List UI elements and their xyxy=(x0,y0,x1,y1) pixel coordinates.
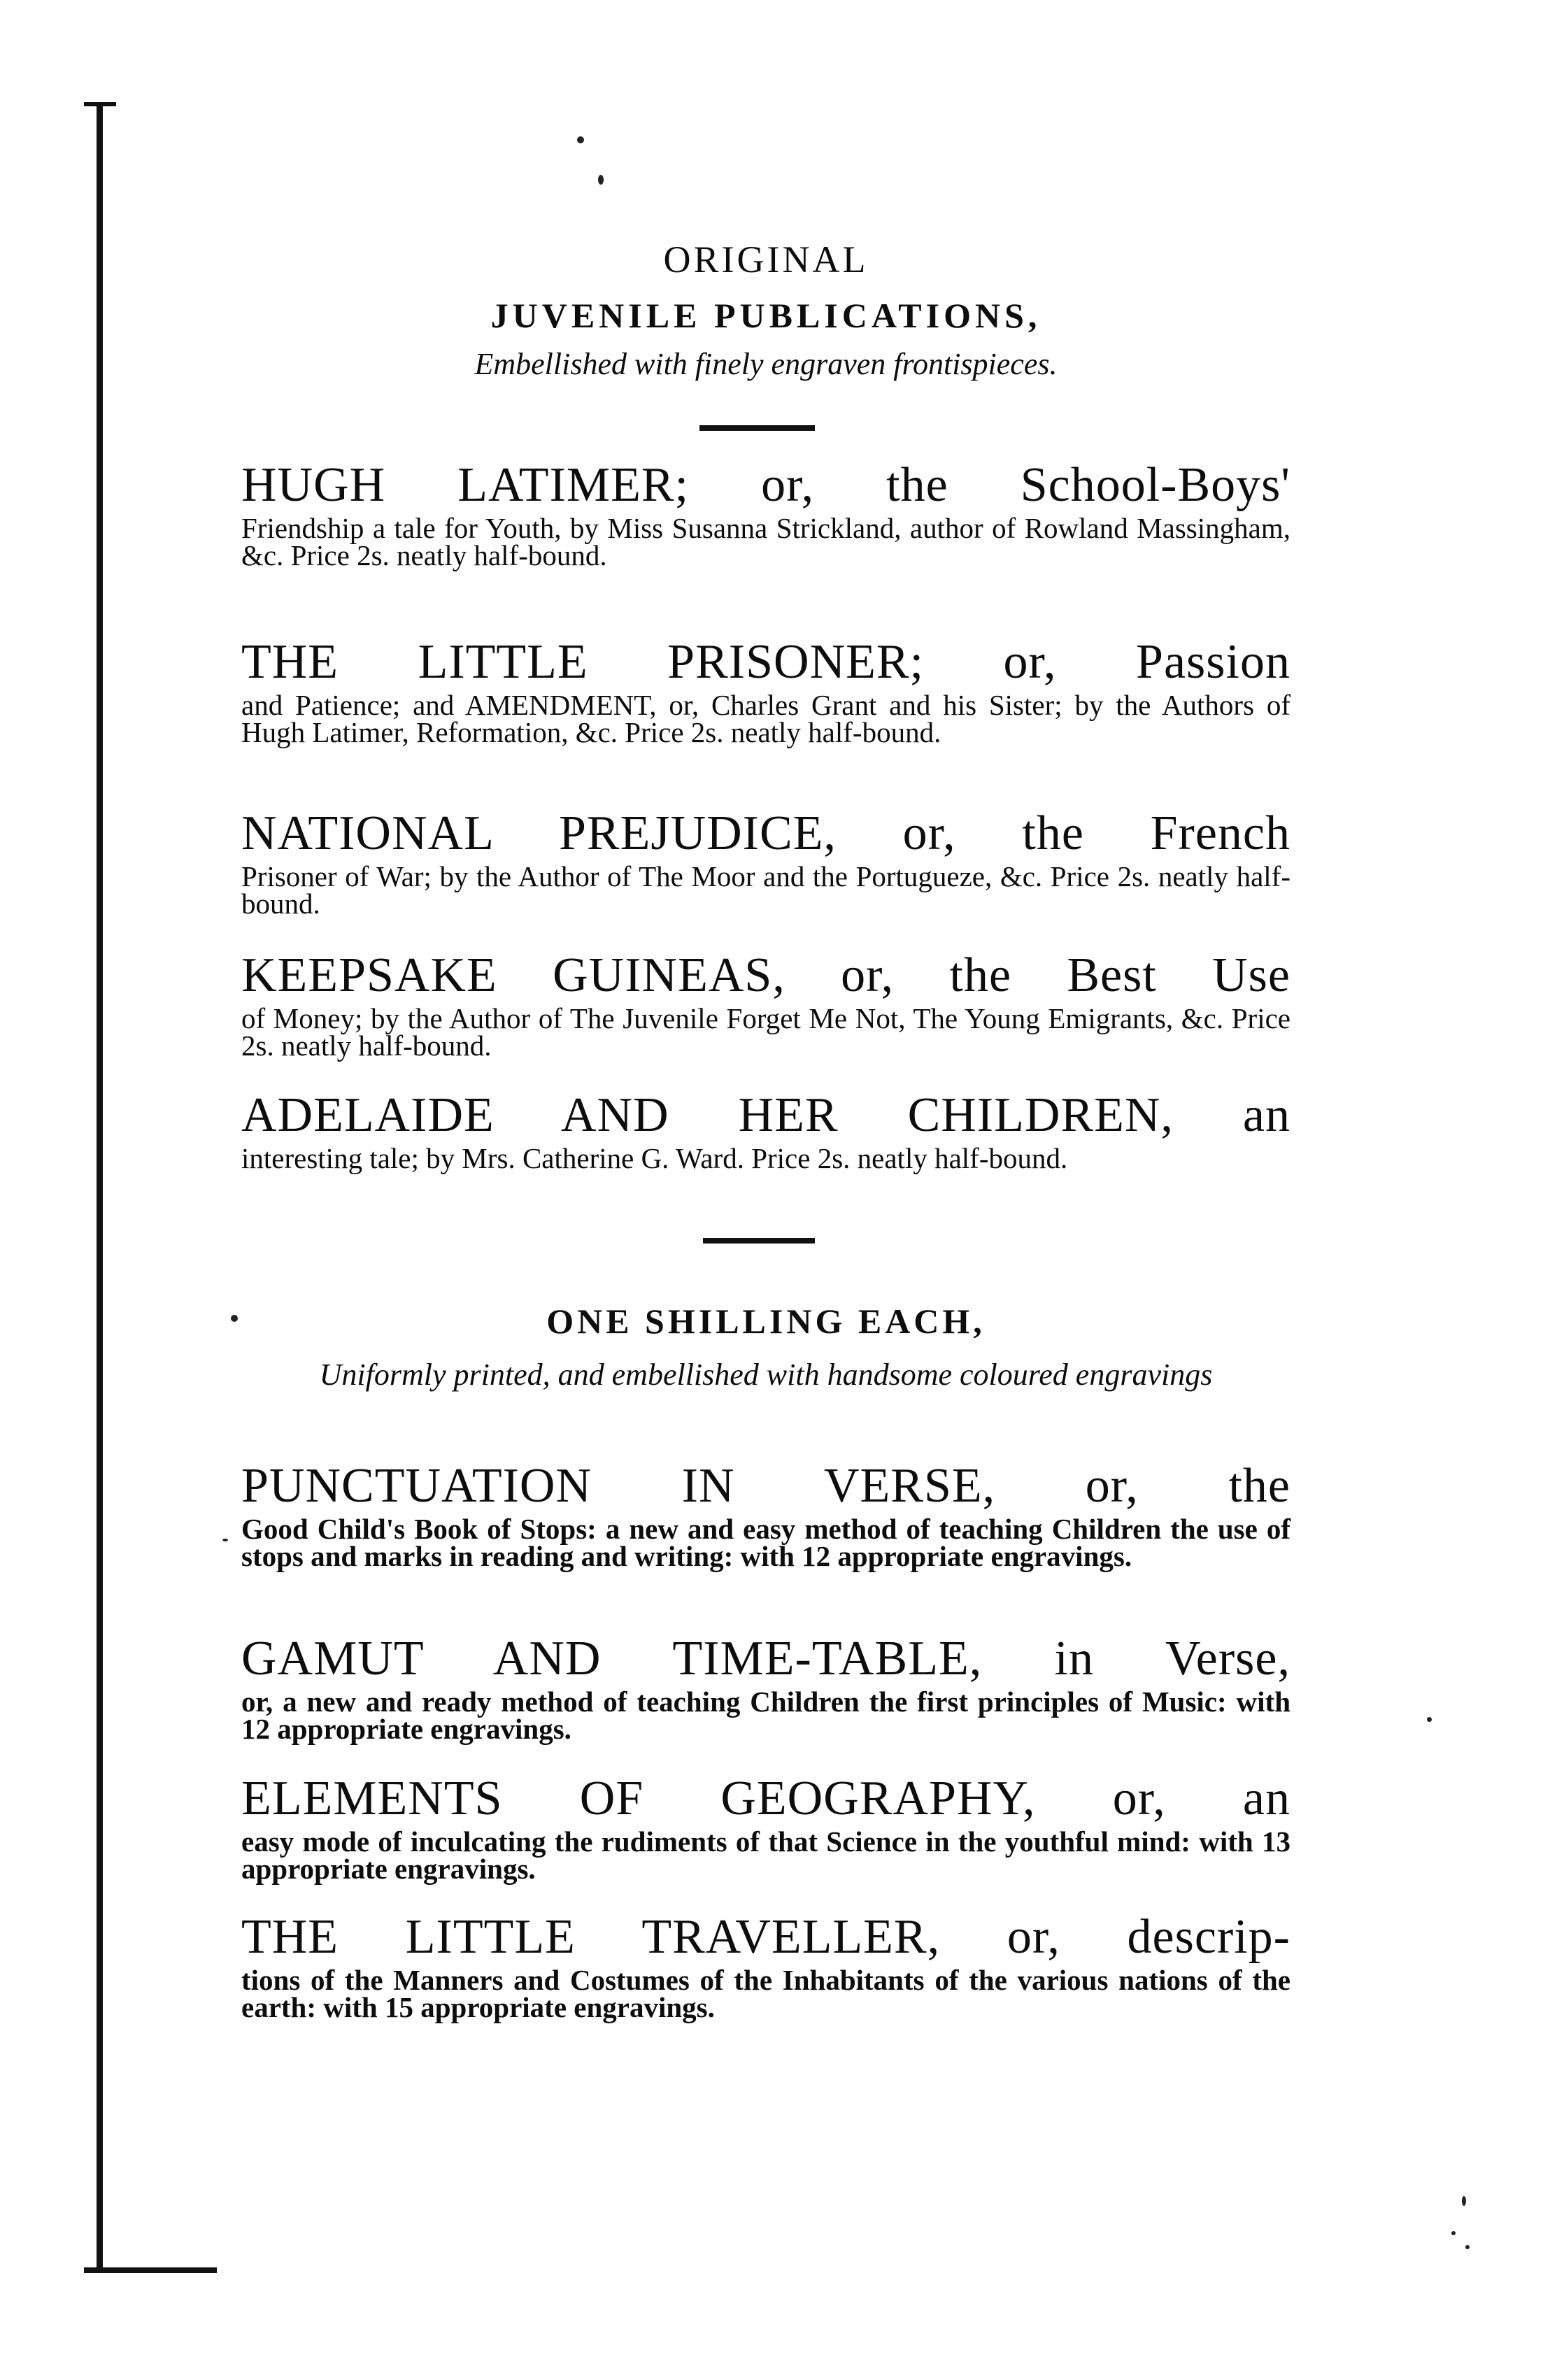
entry-description: easy mode of inculcating the rudiments of that Science in the youthful mind: with 13 appropriate engravings. xyxy=(241,1825,1290,1885)
spine-bottom-rule xyxy=(84,2267,217,2273)
speck xyxy=(577,136,584,143)
speck xyxy=(222,1539,228,1541)
entry-keepsake-guineas xyxy=(241,946,1290,1060)
entry-title: THE LITTLE TRAVELLER, or, descrip- xyxy=(241,1910,1290,1964)
entry-hugh-latimer xyxy=(241,456,1290,569)
entry-description: Friendship a tale for Youth, by Miss Susanna Strickland, author of Rowland Massingham, &c. Price 2s. neatly half-bound. xyxy=(241,512,1290,571)
entry-description: interesting tale; by Mrs. Catherine G. Ward. Price 2s. neatly half-bound. xyxy=(241,1142,1068,1174)
entry-title: PUNCTUATION IN VERSE, or, the xyxy=(241,1459,1290,1513)
heading-juvenile-publications: JUVENILE PUBLICATIONS, xyxy=(490,296,1041,335)
entry-title: GAMUT AND TIME-TABLE, in Verse, xyxy=(241,1632,1290,1686)
entry-adelaide xyxy=(241,1086,1290,1172)
entry-little-traveller xyxy=(241,1908,1290,2021)
entry-description: Good Child's Book of Stops: a new and easy method of teaching Children the use of stops and marks in reading and writing: with 12 appropriate engravings. xyxy=(241,1513,1290,1572)
entry-description: Prisoner of War; by the Author of The Moor and the Portugueze, &c. Price 2s. neatly half-bound. xyxy=(241,860,1290,920)
entry-description: or, a new and ready method of teaching Children the first principles of Music: with 12 appropriate engravings. xyxy=(241,1686,1290,1745)
divider-rule xyxy=(699,425,815,431)
entry-description: and Patience; and AMENDMENT, or, Charles Grant and his Sister; by the Authors of Hugh Latimer, Reformation, &c. Price 2s. neatly half-bound. xyxy=(241,689,1290,748)
entry-title: HUGH LATIMER; or, the School-Boys' xyxy=(241,458,1290,512)
entry-title: ELEMENTS OF GEOGRAPHY, or, an xyxy=(241,1772,1290,1825)
heading-one-shilling-each: ONE SHILLING EACH, xyxy=(546,1302,986,1341)
speck xyxy=(598,175,604,185)
speck xyxy=(1462,2196,1466,2206)
entry-title: KEEPSAKE GUINEAS, or, the Best Use xyxy=(241,948,1290,1002)
entry-elements-of-geography xyxy=(241,1769,1290,1883)
entry-title: THE LITTLE PRISONER; or, Passion xyxy=(241,635,1290,689)
subheading-embellished: Embellished with finely engraven frontispieces. xyxy=(474,347,1058,381)
entry-punctuation-in-verse xyxy=(241,1457,1290,1570)
speck xyxy=(231,1315,238,1322)
speck xyxy=(1427,1717,1432,1722)
spine-rule xyxy=(97,105,103,2273)
speck xyxy=(1451,2231,1456,2235)
entry-title: NATIONAL PREJUDICE, or, the French xyxy=(241,806,1290,860)
speck xyxy=(1465,2245,1470,2249)
entry-national-prejudice xyxy=(241,804,1290,918)
entry-gamut-and-time-table xyxy=(241,1630,1290,1743)
entry-description: of Money; by the Author of The Juvenile Forget Me Not, The Young Emigrants, &c. Price 2s. neatly half-bound. xyxy=(241,1002,1290,1062)
entry-little-prisoner xyxy=(241,633,1290,746)
entry-title: ADELAIDE AND HER CHILDREN, an xyxy=(241,1088,1290,1142)
divider-rule xyxy=(703,1238,815,1244)
subheading-uniformly-printed: Uniformly printed, and embellished with handsome coloured engravings xyxy=(319,1358,1213,1392)
entry-description: tions of the Manners and Costumes of the Inhabitants of the various nations of the earth: with 15 appropriate engravings. xyxy=(241,1964,1290,2023)
heading-original: ORIGINAL xyxy=(663,238,869,280)
